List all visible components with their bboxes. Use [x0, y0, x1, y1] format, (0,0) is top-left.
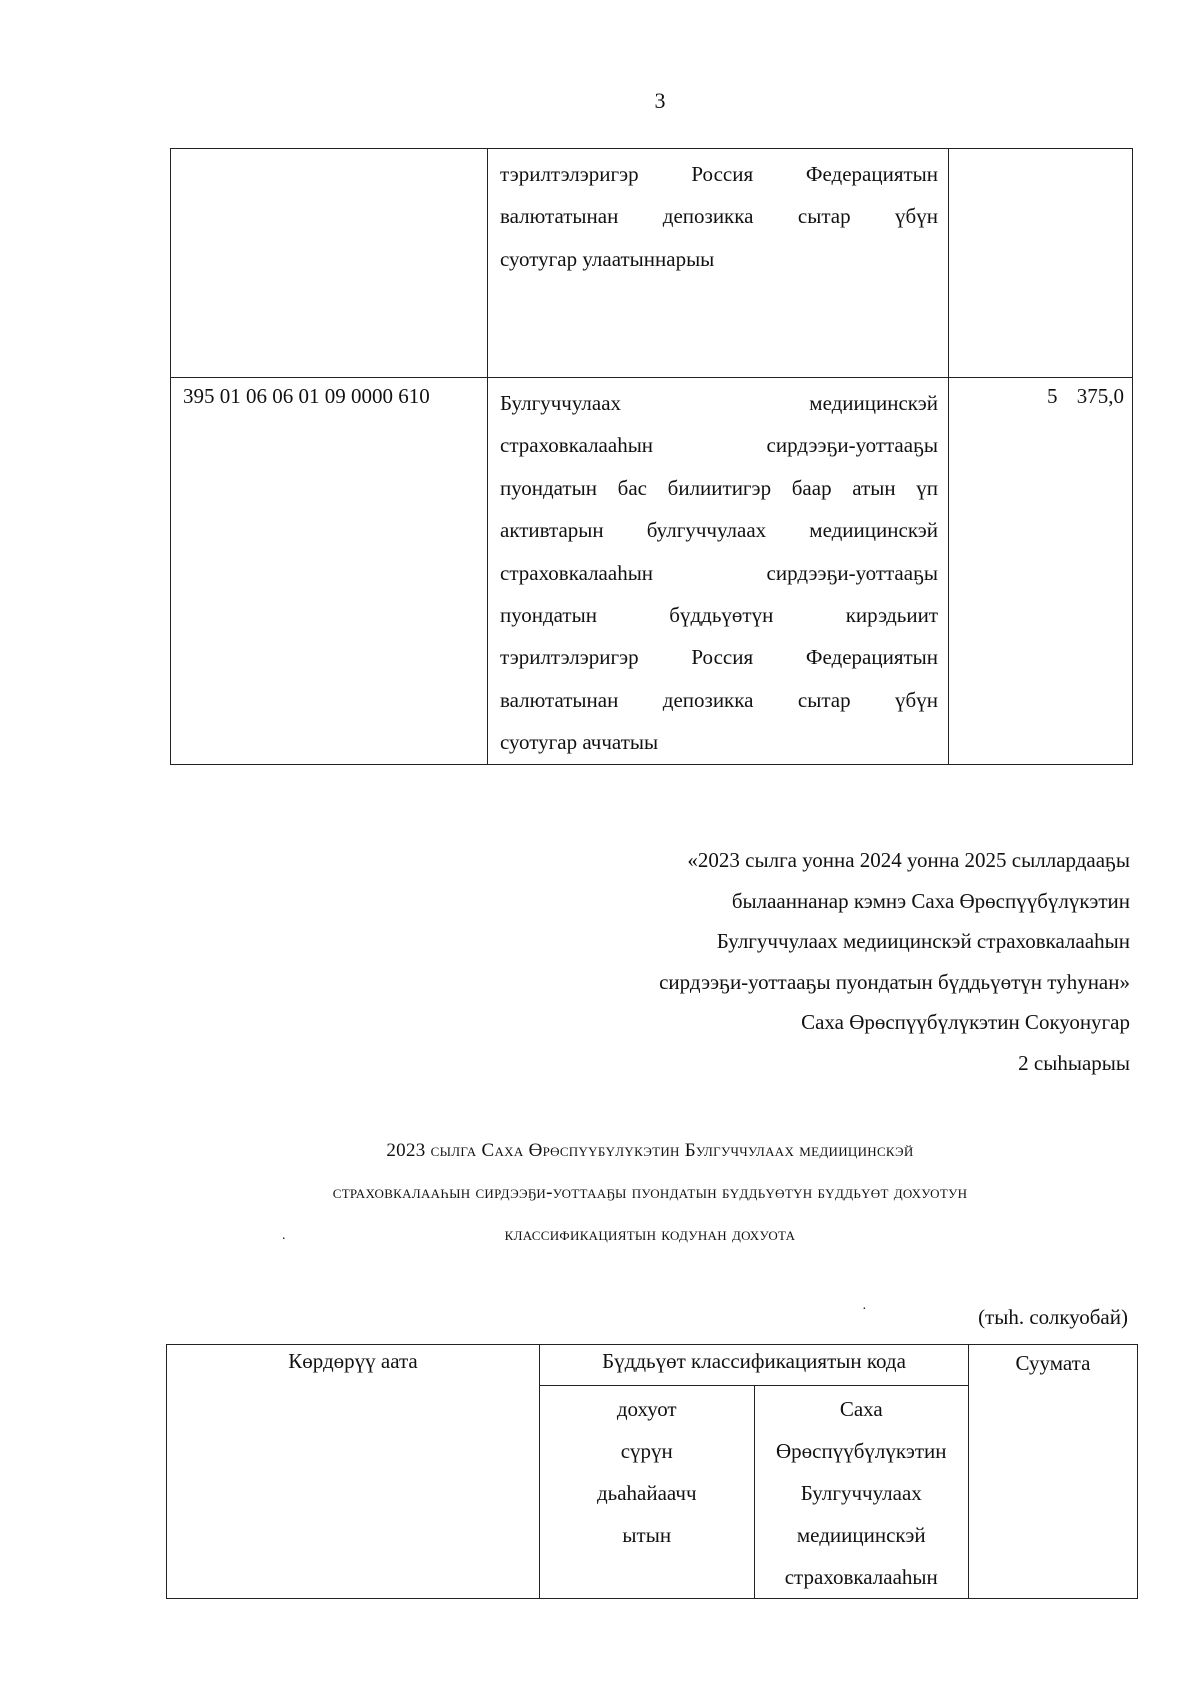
description-word: депозикка: [662, 204, 754, 229]
description-word: пуондатын бас билиитигэр баар атын үп: [500, 475, 938, 500]
column-header-name: Көрдөрүү аата: [167, 1345, 540, 1599]
description-word: пуондатын: [500, 602, 597, 627]
description-word: бүддьүөтүн: [669, 602, 774, 627]
description-cell: [488, 378, 949, 765]
column-header-sum: Суумата: [969, 1345, 1138, 1599]
unit-label: (тыһ. солкуобай): [978, 1305, 1128, 1329]
description-word: үбүн: [895, 204, 938, 229]
description-word: Россия: [691, 645, 754, 670]
budget-code: 395 01 06 06 01 09 0000 610: [183, 384, 430, 408]
description-word: валютатынан: [500, 687, 619, 712]
table-header-row: [167, 1345, 1138, 1386]
description-word: Федерациятын: [805, 162, 938, 186]
funding-sources-table: [170, 148, 1133, 765]
column-header-code: Бүддьүөт классификациятын кода: [540, 1345, 969, 1386]
description-word: Федерациятын: [805, 645, 938, 670]
description-line: [500, 153, 938, 195]
description-line: [500, 424, 938, 466]
description-word: Россия: [691, 162, 754, 186]
description-word: үбүн: [895, 687, 938, 712]
description-line: [500, 238, 938, 280]
description-word: валютатынан: [500, 204, 619, 229]
description-word: страховкалааһын: [500, 433, 654, 458]
description-line: [500, 721, 938, 763]
description-word: Булгуччулаах: [500, 391, 622, 415]
revenue-table: [166, 1344, 1138, 1599]
column-header-fund: Саха Өрөспүүбүлүкэтин Булгуччулаах медиицинскэй страховкалааһын: [754, 1386, 969, 1599]
description-line: [500, 636, 938, 678]
description-word: депозикка: [662, 687, 754, 712]
appendix-number: 2 сыһыарыы: [1018, 1050, 1130, 1075]
description-word: страховкалааһын: [500, 560, 654, 585]
description-line: [500, 195, 938, 237]
description-line: [500, 679, 938, 721]
description-word: сытар: [797, 204, 851, 229]
table-row: [171, 378, 1133, 765]
description-cell: [488, 149, 949, 378]
description-word: медиицинскэй: [809, 391, 938, 415]
description-line: [500, 552, 938, 594]
description-word: тэрилтэлэригэр: [500, 162, 639, 186]
amount-value: 5 375,0: [1047, 384, 1124, 408]
code-cell: [171, 378, 488, 765]
description-line: [500, 382, 938, 424]
amount-cell: [949, 378, 1133, 765]
stray-mark: ·: [862, 1302, 867, 1317]
page-number: 3: [654, 88, 666, 113]
description-word: тэрилтэлэригэр: [500, 645, 639, 670]
code-cell: [171, 149, 488, 378]
description-word: активтарын булгуччулаах медиицинскэй: [500, 518, 938, 543]
table-row: [171, 149, 1133, 378]
stray-mark: .: [282, 1228, 286, 1243]
amount-cell: [949, 149, 1133, 378]
law-reference: «2023 сылга уонна 2024 уонна 2025 сыллардааҕы былааннанар кэмнэ Саха Өрөспүүбүлүкэтин Булгуччулаах медиицинскэй страховкалааһын сирдээҕи-уоттааҕы пуондатын бүддьүөтүн туһунан» Саха Өрөспүүбүлүкэтин Сокуонугар 2 сыһыарыы: [659, 840, 1130, 1083]
column-header-admin: дохуот сүрүн дьаһайаачч ытын: [540, 1386, 755, 1599]
description-word: суотугар аччатыы: [500, 730, 659, 755]
description-word: кирэдьиит: [845, 602, 938, 627]
description-word: сытар: [797, 687, 851, 712]
description-word: сирдээҕи-уоттааҕы: [766, 560, 938, 585]
description-word: сирдээҕи-уоттааҕы: [766, 433, 938, 458]
description-line: [500, 467, 938, 509]
description-word: суотугар улаатыннарыы: [500, 246, 715, 271]
description-line: [500, 594, 938, 636]
document-title: 2023 сылга Саха Өрөспүүбүлүкэтин Булгуччулаах медиицинскэй страховкалааһын сирдээҕи-уоттааҕы пуондатын бүддьүөтүн бүддьүөт дохуотун классификациятын кодунан дохуота: [332, 1140, 968, 1245]
description-line: [500, 509, 938, 551]
